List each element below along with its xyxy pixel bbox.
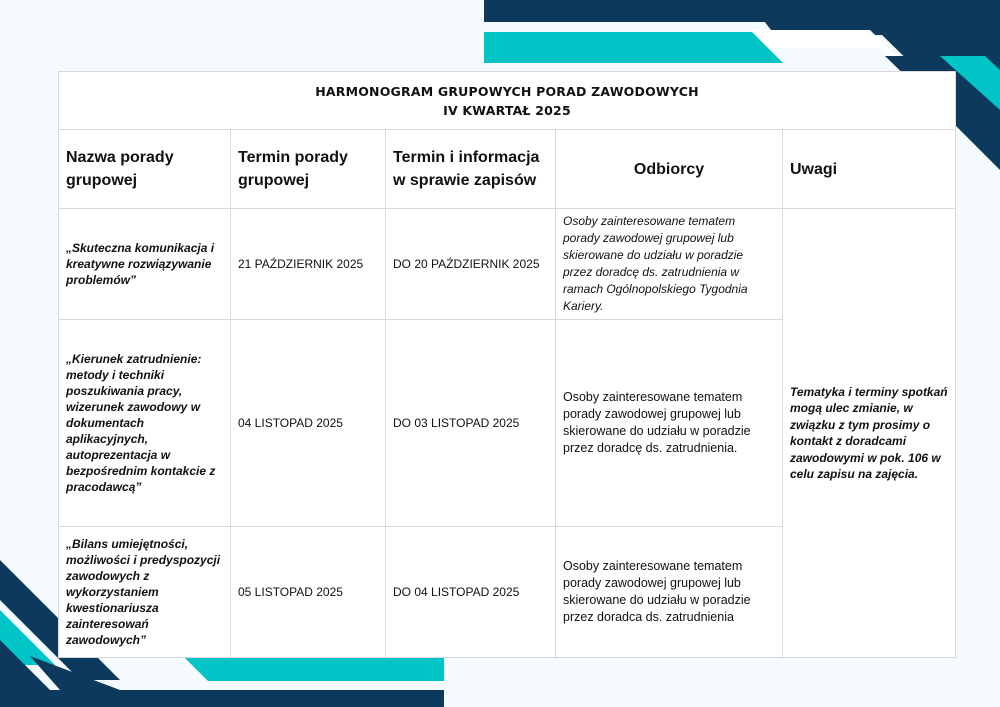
header-date: Termin porady grupowej xyxy=(231,130,386,209)
header-name: Nazwa porady grupowej xyxy=(59,130,231,209)
document-title xyxy=(59,72,956,130)
row-date: 21 PAŹDZIERNIK 2025 xyxy=(231,209,386,320)
header-audience: Odbiorcy xyxy=(556,130,783,209)
table-row xyxy=(59,209,956,320)
schedule-table xyxy=(58,71,956,658)
header-registration: Termin i informacja w sprawie zapisów xyxy=(386,130,556,209)
row-name: „Bilans umiejętności, możliwości i predyspozycji zawodowych z wykorzystaniem kwestionariusza zainteresowań zawodowych” xyxy=(59,527,231,658)
header-row xyxy=(59,130,956,209)
header-remarks: Uwagi xyxy=(783,130,956,209)
row-date: 05 LISTOPAD 2025 xyxy=(231,527,386,658)
row-audience: Osoby zainteresowane tematem porady zawodowej grupowej lub skierowane do udziału w poradzie przez doradcę ds. zatrudnienia. xyxy=(556,320,783,527)
row-date: 04 LISTOPAD 2025 xyxy=(231,320,386,527)
row-registration: DO 04 LISTOPAD 2025 xyxy=(386,527,556,658)
title-row xyxy=(59,72,956,130)
row-name: „Skuteczna komunikacja i kreatywne rozwiązywanie problemów” xyxy=(59,209,231,320)
row-audience: Osoby zainteresowane tematem porady zawodowej grupowej lub skierowane do udziału w poradzie przez doradcę ds. zatrudnienia w ramach Ogólnopolskiego Tygodnia Kariery. xyxy=(556,209,783,320)
schedule-sheet xyxy=(58,71,955,658)
row-registration: DO 03 LISTOPAD 2025 xyxy=(386,320,556,527)
row-audience: Osoby zainteresowane tematem porady zawodowej grupowej lub skierowane do udziału w poradzie przez doradca ds. zatrudnienia xyxy=(556,527,783,658)
title-line-1: HARMONOGRAM GRUPOWYCH PORAD ZAWODOWYCH xyxy=(315,83,699,99)
remarks-cell: Tematyka i terminy spotkań mogą ulec zmianie, w związku z tym prosimy o kontakt z doradcami zawodowymi w pok. 106 w celu zapisu na zajęcia. xyxy=(783,209,956,658)
row-name: „Kierunek zatrudnienie: metody i techniki poszukiwania pracy, wizerunek zawodowy w dokumentach aplikacyjnych, autoprezentacja w bezpośrednim kontakcie z pracodawcą” xyxy=(59,320,231,527)
title-line-2: IV KWARTAŁ 2025 xyxy=(443,102,571,118)
row-registration: DO 20 PAŹDZIERNIK 2025 xyxy=(386,209,556,320)
